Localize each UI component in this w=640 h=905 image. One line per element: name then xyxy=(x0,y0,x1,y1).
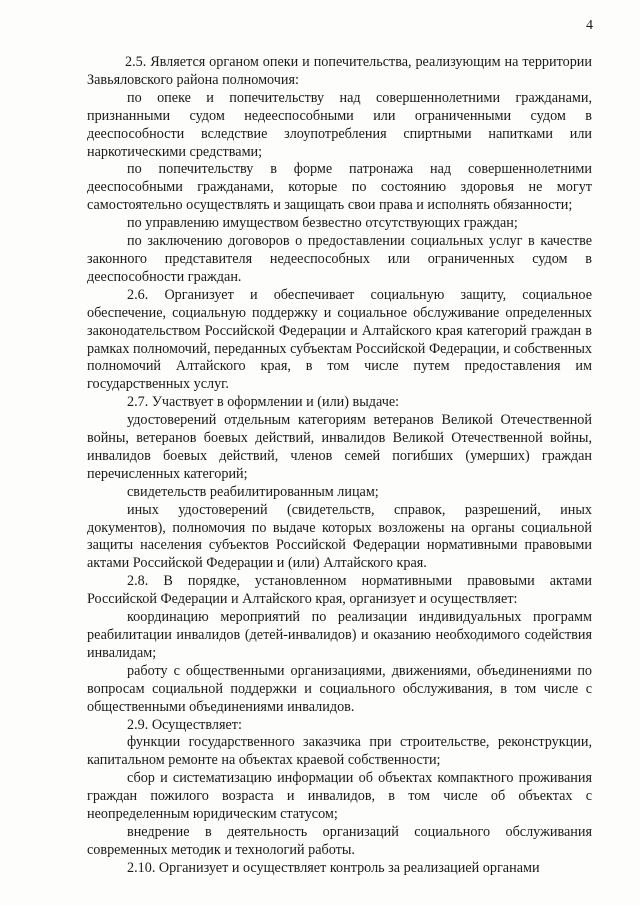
subitem-rehabilitation-coordination: координацию мероприятий по реализации индивидуальных программ реабилитации инвалидов (детей-инвалидов) и оказанию необходимого содействия инвалидам; xyxy=(87,609,592,661)
subitem-rehabilitated-certificates: свидетельств реабилитированным лицам; xyxy=(127,483,379,500)
subitem-social-services-contracts: по заключению договоров о предоставлении социальных услуг в качестве законного представителя недееспособных или ограниченных судом в дееспособности граждан. xyxy=(87,233,592,285)
paragraph-2-5: 2.5. Является органом опеки и попечительства, реализующим на территории Завьяловского района полномочия: xyxy=(87,54,592,88)
page-number: 4 xyxy=(586,18,593,33)
paragraph-2-7: 2.7. Участвует в оформлении и (или) выдаче: xyxy=(127,394,400,411)
subitem-state-customer: функции государственного заказчика при строительстве, реконструкции, капитальном ремонте на объектах краевой собственности; xyxy=(87,734,592,769)
document-body xyxy=(87,54,592,878)
subitem-patronage: по попечительству в форме патронажа над совершеннолетними дееспособными гражданами, которые по состоянию здоровья не могут самостоятельно осуществлять и защищать свои права и исполнять обязанности; xyxy=(87,161,592,214)
subitem-veteran-certificates: удостоверений отдельным категориям ветеранов Великой Отечественной войны, ветеранов боевых действий, инвалидов Великой Отечественной войны, инвалидов боевых действий, членов семей погибших (умерших) граждан перечисленных категорий; xyxy=(87,412,592,482)
subitem-information-collection: сбор и систематизацию информации об объектах компактного проживания граждан пожилого возраста и инвалидов, в том числе об объектах с неопределенным юридическим статусом; xyxy=(87,770,592,823)
paragraph-2-6: 2.6. Организует и обеспечивает социальную защиту, социальное обеспечение, социальную поддержку и социальное обслуживание определенных законодательством Российской Федерации и Алтайского края категорий граждан в рамках полномочий, переданных субъектам Российской Федерации, и собственных полномочий Алтайского края, в том числе путем предоставления им государственных услуг. xyxy=(87,286,593,393)
subitem-methods-implementation: внедрение в деятельность организаций социального обслуживания современных методик и технологий работы. xyxy=(87,823,592,858)
subitem-other-certificates: иных удостоверений (свидетельств, справок, разрешений, иных документов), полномочия по выдаче которых возложены на органы социальной защиты населения субъектов Российской Федерации нормативными правовыми актами Российской Федерации и (или) Алтайского края. xyxy=(87,501,592,572)
paragraph-2-9: 2.9. Осуществляет: xyxy=(127,716,242,733)
subitem-property-management: по управлению имуществом безвестно отсутствующих граждан; xyxy=(127,215,518,232)
paragraph-2-10: 2.10. Организует и осуществляет контроль за реализацией органами xyxy=(127,859,540,876)
subitem-guardianship-incapable: по опеке и попечительству над совершеннолетними гражданами, признанными судом недееспособными или ограниченными судом в дееспособности вследствие злоупотребления спиртными напитками или наркотическими средствами; xyxy=(87,89,592,160)
subitem-public-organizations: работу с общественными организациями, движениями, объединениями по вопросам социальной поддержки и социального обслуживания, в том числе с общественными объединениями инвалидов. xyxy=(87,662,592,715)
paragraph-2-8: 2.8. В порядке, установленном нормативными правовыми актами Российской Федерации и Алтайского края, организует и осуществляет: xyxy=(87,573,592,608)
